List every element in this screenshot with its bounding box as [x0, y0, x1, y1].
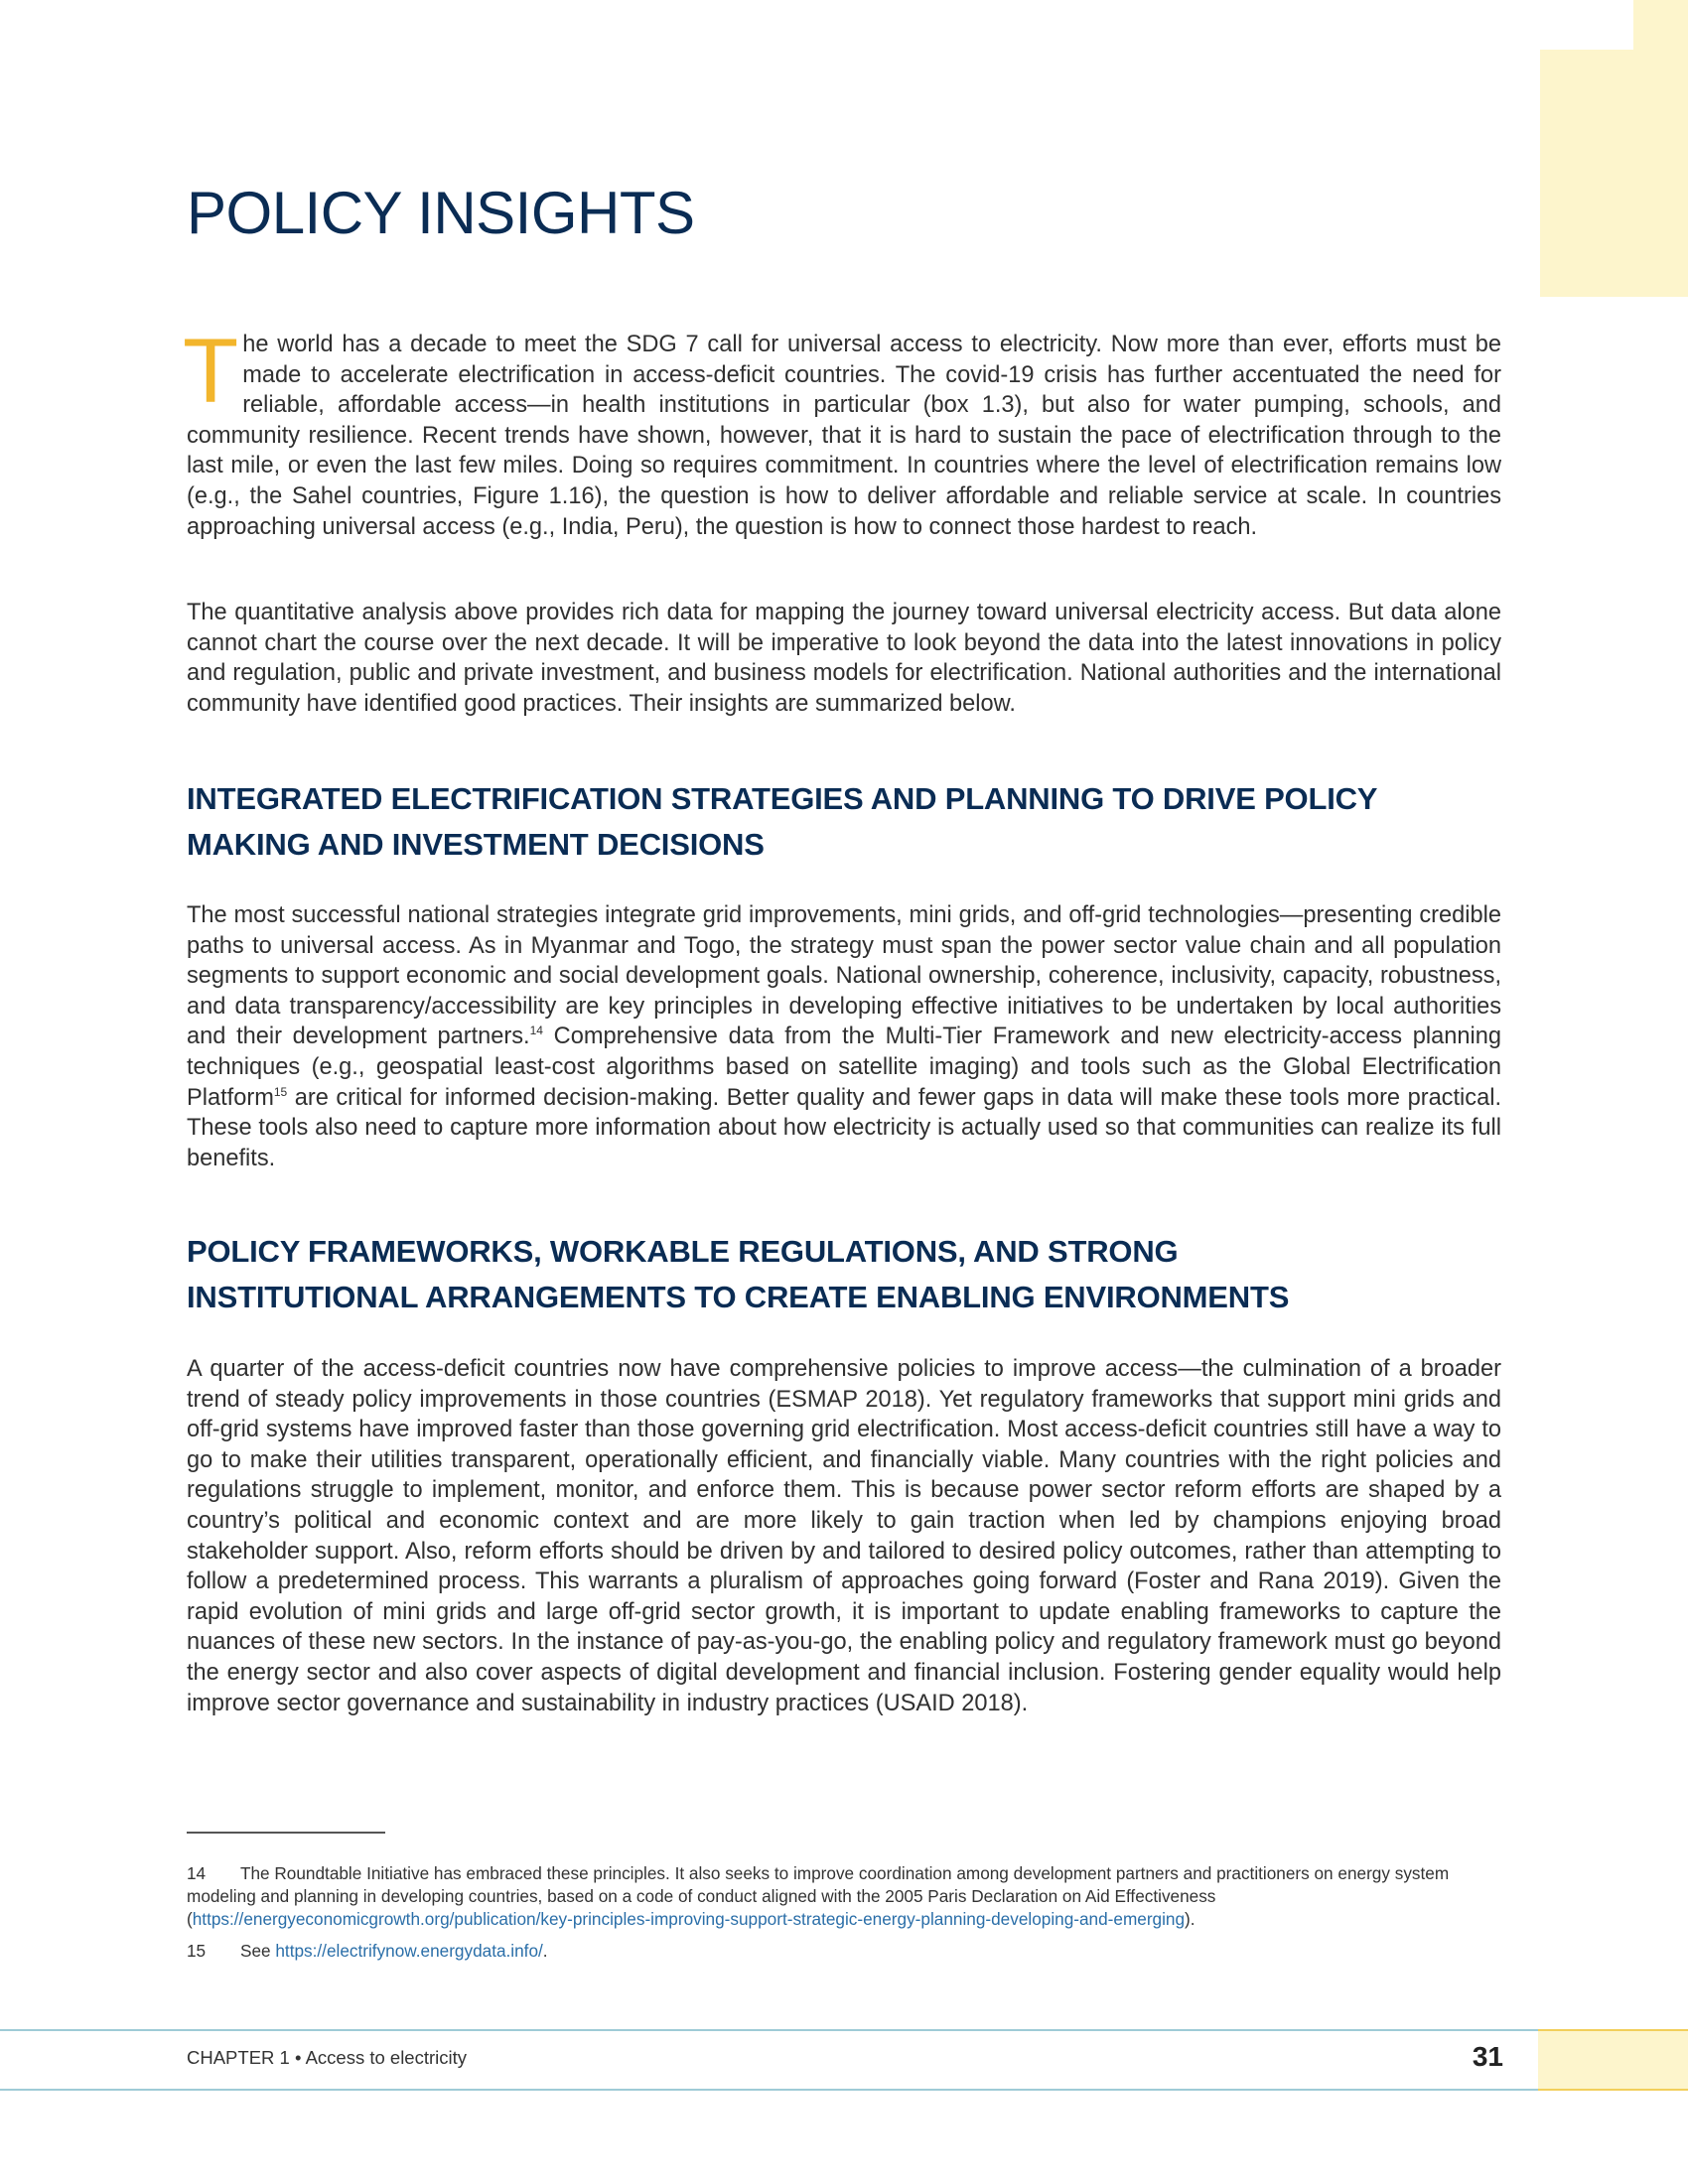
intro-paragraph-2-wrap	[187, 598, 1501, 719]
footer-bottom-rule-accent	[1538, 2089, 1688, 2091]
section2-heading-line2: INSTITUTIONAL ARRANGEMENTS TO CREATE ENABLING ENVIRONMENTS	[187, 1280, 1290, 1314]
footnote-link[interactable]: https://electrifynow.energydata.info/	[275, 1940, 543, 1961]
footer-accent-block	[1538, 2031, 1688, 2089]
intro-paragraph-1	[183, 321, 1501, 542]
section1-paragraph	[187, 900, 1501, 1173]
footnotes	[187, 1862, 1501, 1971]
footer-bottom-rule	[0, 2089, 1688, 2091]
section2-heading-wrap	[187, 1229, 1501, 1320]
section1-paragraph-part2: Comprehensive data from the Multi-Tier Framework and new electricity-access planning techniques (e.g., geospatial least-cost algorithms based on satellite imaging) and tools such as the Global Electrification Platform	[187, 1024, 1502, 1111]
tab-notch	[1540, 0, 1633, 50]
footnote-number: 15	[187, 1940, 207, 1961]
section2-heading	[187, 1229, 1501, 1320]
section1-body	[187, 900, 1501, 1173]
footnote-ref-14[interactable]: 14	[529, 1024, 543, 1038]
footnote-15	[187, 1940, 1501, 1963]
footnote-14	[187, 1862, 1501, 1932]
footnote-text: The Roundtable Initiative has embraced these principles. It also seeks to improve coordination among development partners and practitioners on energy system modeling and planning in developing countries, based on a code of conduct aligned with the 2005 Paris Declaration on Aid Effectiveness (	[187, 1863, 1450, 1930]
section2-paragraph: A quarter of the access-deficit countries now have comprehensive policies to improve access—the culmination of a broader trend of steady policy improvements in those countries (ESMAP 2018). Yet regulatory frameworks that support mini grids and off-grid systems have improved faster than those governing grid electrification. Most access-deficit countries still have a way to go to make their utilities transparent, operationally efficient, and financially viable. Many countries with the right policies and regulations struggle to implement, monitor, and enforce them. This is because power sector reform efforts are shaped by a country’s political and economic context and are more likely to gain traction when led by champions enjoying broad stakeholder support. Also, reform efforts should be driven by and tailored to desired policy outcomes, rather than attempting to follow a predetermined process. This warrants a pluralism of approaches going forward (Foster and Rana 2019). Given the rapid evolution of mini grids and large off-grid sector growth, it is important to update enabling frameworks to capture the nuances of these new sectors. In the instance of pay-as-you-go, the enabling policy and regulatory framework must go beyond the energy sector and also cover aspects of digital development and financial inclusion. Fostering gender equality would help improve sector governance and sustainability in industry practices (USAID 2018).	[187, 1356, 1501, 1716]
footnote-ref-15[interactable]: 15	[273, 1084, 288, 1099]
intro-paragraph-1-text: he world has a decade to meet the SDG 7 call for universal access to electricity. Now more than ever, efforts must be made to accelerate electrification in access-deficit countries. The covid-19 crisis has further accentuated the need for reliable, affordable access—in health institutions in particular (box 1.3), but also for water pumping, schools, and community resilience. Recent trends have shown, however, that it is hard to sustain the pace of electrification through to the last mile, or even the last few miles. Doing so requires commitment. In countries where the level of electrification remains low (e.g., the Sahel countries, Figure 1.16), the question is how to deliver affordable and reliable service at scale. In countries approaching universal access (e.g., India, Peru), the question is how to connect those hardest to reach.	[187, 332, 1501, 540]
page-title: POLICY INSIGHTS	[187, 180, 695, 246]
section2-body	[187, 1354, 1501, 1718]
section1-heading-line1: INTEGRATED ELECTRIFICATION STRATEGIES AND PLANNING TO DRIVE POLICY	[187, 781, 1378, 816]
section1-heading-line2: MAKING AND INVESTMENT DECISIONS	[187, 827, 765, 862]
intro-section	[183, 321, 1501, 542]
footer-chapter-label: CHAPTER 1 • Access to electricity	[187, 2047, 467, 2068]
footnote-text-end: .	[542, 1940, 548, 1961]
section2-heading-line1: POLICY FRAMEWORKS, WORKABLE REGULATIONS, AND STRONG	[187, 1234, 1179, 1269]
corner-tab-decoration	[1540, 0, 1688, 297]
section1-heading	[187, 776, 1501, 868]
footnote-text-end: ).	[1185, 1909, 1196, 1930]
page-number: 31	[1472, 2041, 1503, 2072]
footnote-divider	[187, 1832, 385, 1834]
footnote-link[interactable]: https://energyeconomicgrowth.org/publication/key-principles-improving-support-strategic-energy-planning-developing-and-emerging	[192, 1909, 1186, 1930]
footer-top-rule	[0, 2029, 1688, 2031]
footnote-text: See	[240, 1940, 276, 1961]
section1-heading-wrap	[187, 776, 1501, 868]
section1-paragraph-part1: The most successful national strategies integrate grid improvements, mini grids, and off-grid technologies—presenting credible paths to universal access. As in Myanmar and Togo, the strategy must span the power sector value chain and all population segments to support economic and social development goals. National ownership, coherence, inclusivity, capacity, robustness, and data transparency/accessibility are key principles in developing effective initiatives to be undertaken by local authorities and their development partners.	[187, 902, 1501, 1050]
drop-cap: T	[183, 321, 239, 422]
section1-paragraph-part3: are critical for informed decision-making. Better quality and fewer gaps in data will make these tools more practical. These tools also need to capture more information about how electricity is actually used so that communities can realize its full benefits.	[187, 1084, 1501, 1171]
footnote-number: 14	[187, 1863, 207, 1883]
intro-paragraph-2: The quantitative analysis above provides rich data for mapping the journey toward universal electricity access. But data alone cannot chart the course over the next decade. It will be imperative to look beyond the data into the latest innovations in policy and regulation, public and private investment, and business models for electrification. National authorities and the international community have identified good practices. Their insights are summarized below.	[187, 600, 1501, 717]
